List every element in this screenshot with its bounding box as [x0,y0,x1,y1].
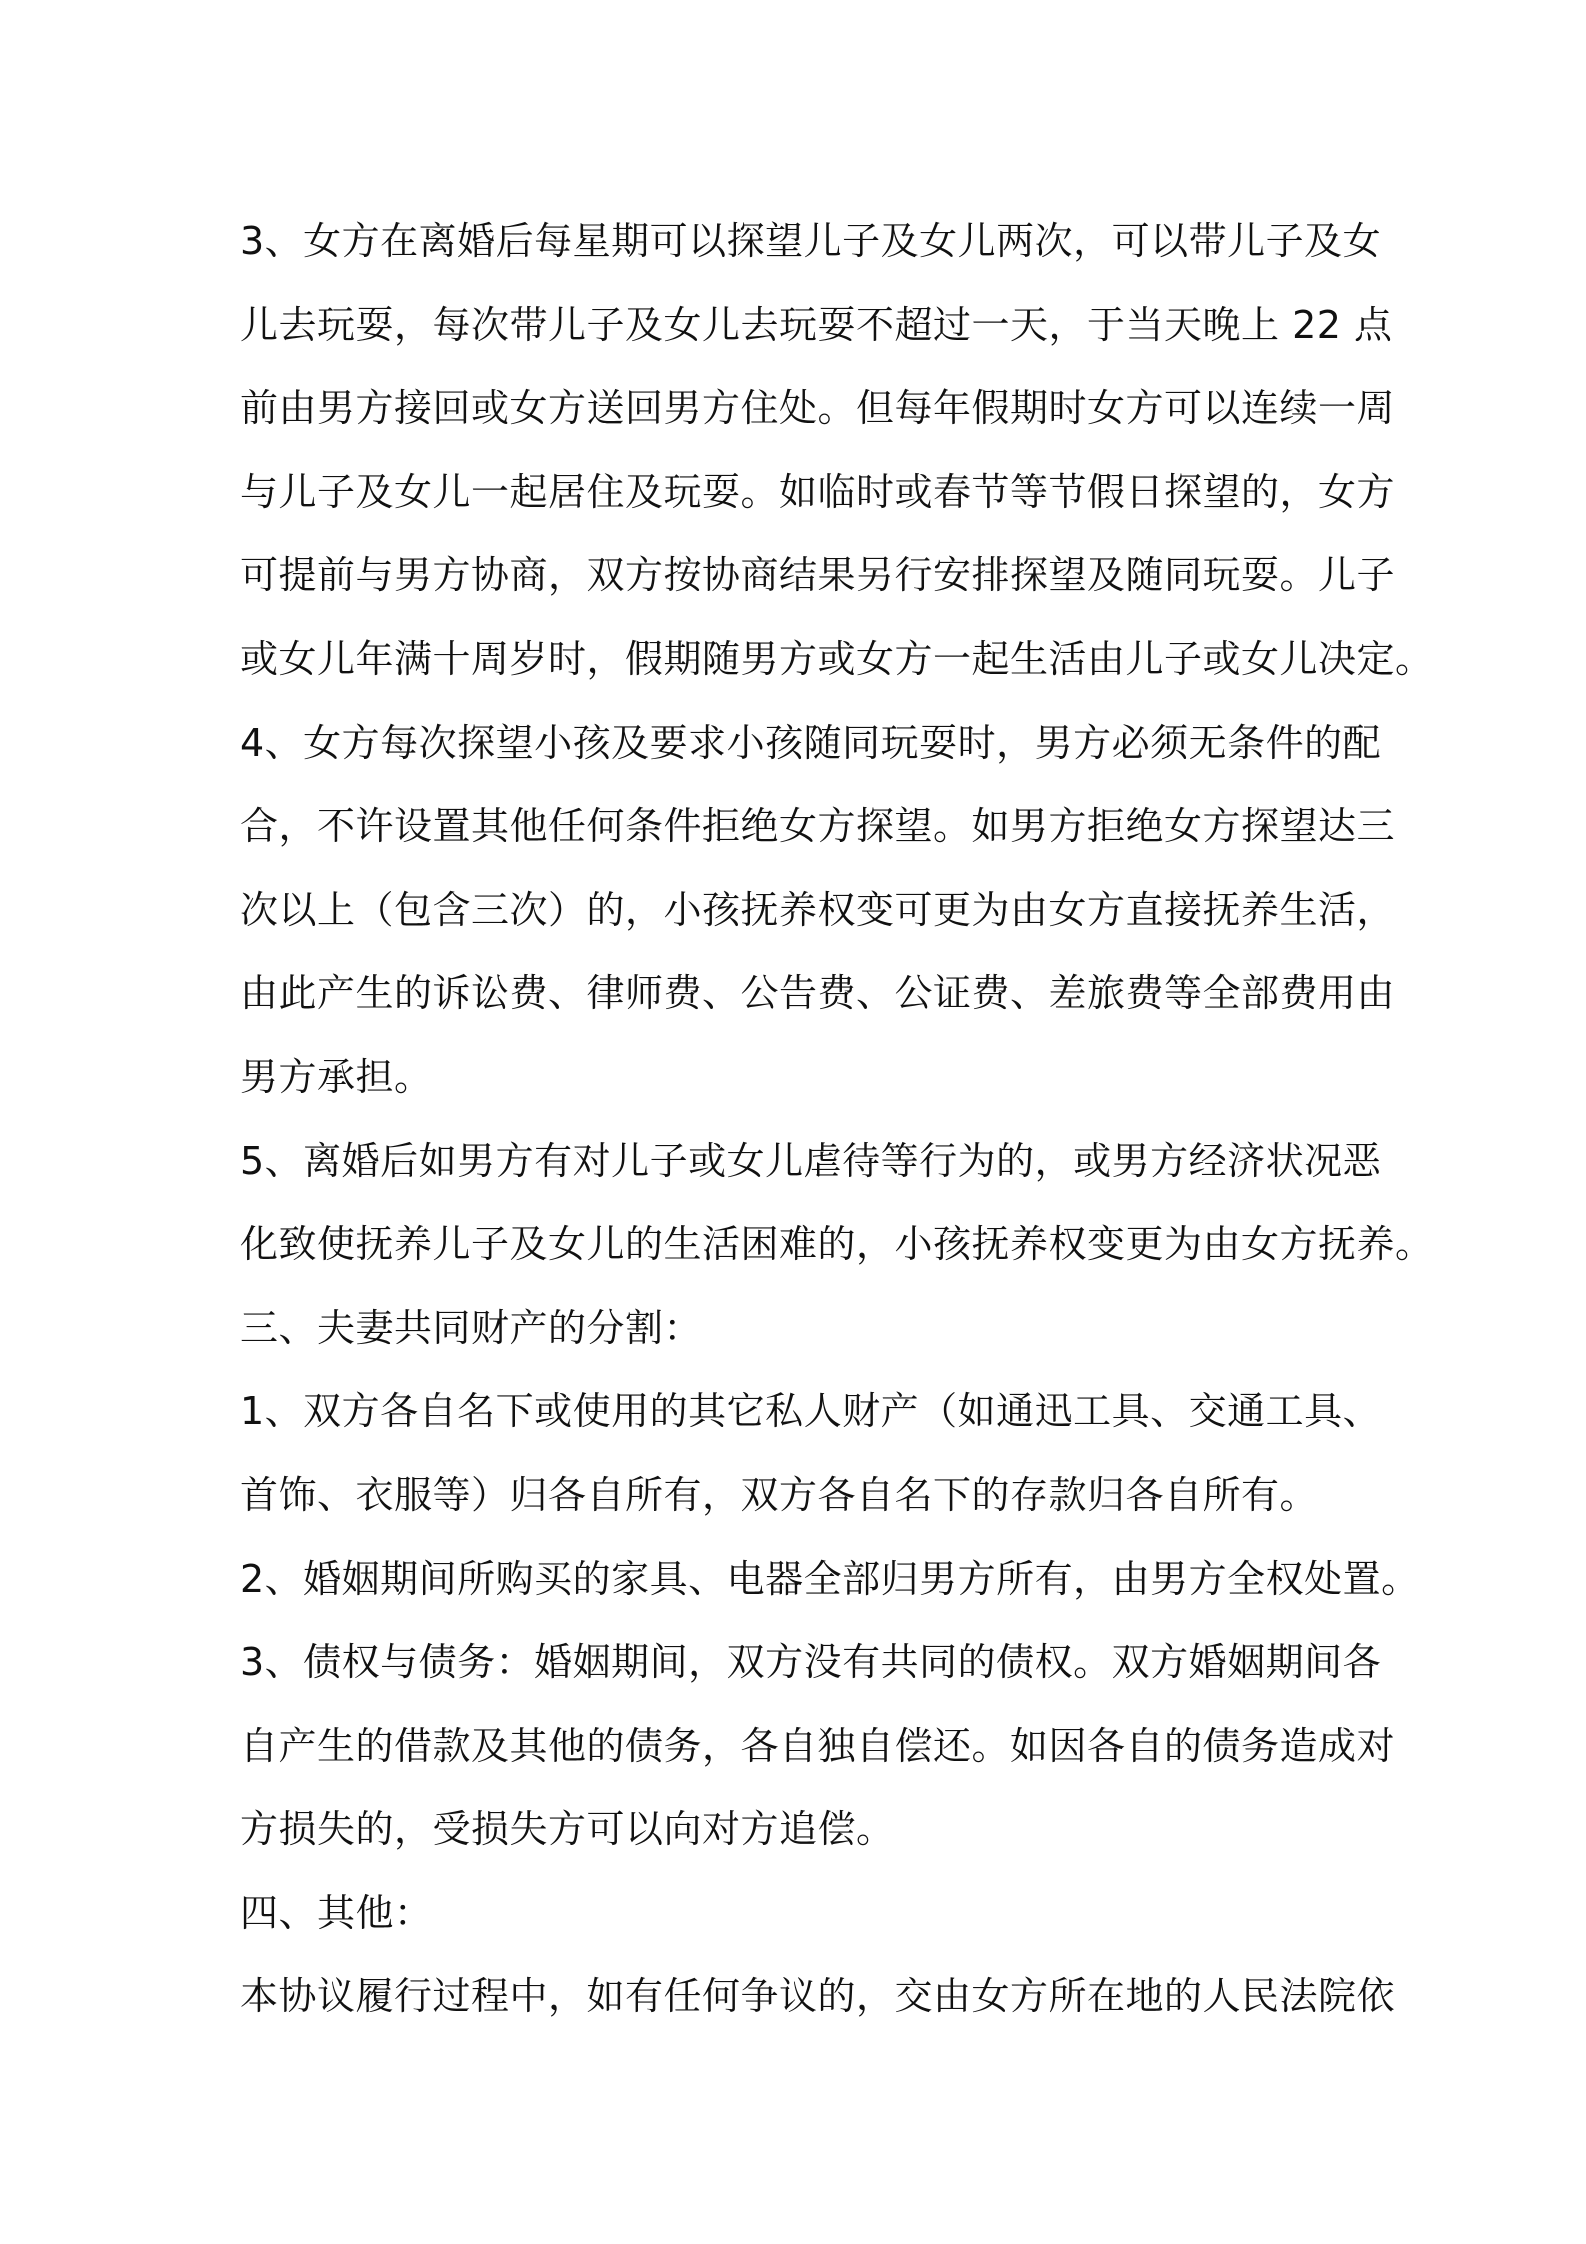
text-line: 4、女方每次探望小孩及要求小孩随同玩耍时，男方必须无条件的配 [240,720,1382,765]
text-line: 可提前与男方协商，双方按协商结果另行安排探望及随同玩耍。儿子 [240,553,1396,598]
section-heading: 三、夫妻共同财产的分割： [240,1305,703,1350]
section-heading: 四、其他： [240,1890,433,1935]
text-line: 3、债权与债务：婚姻期间，双方没有共同的债权。双方婚姻期间各 [240,1640,1382,1685]
text-line: 1、双方各自名下或使用的其它私人财产（如通迅工具、交通工具、 [240,1389,1382,1434]
text-line: 5、离婚后如男方有对儿子或女儿虐待等行为的，或男方经济状况恶 [240,1138,1382,1183]
text-line: 合，不许设置其他任何条件拒绝女方探望。如男方拒绝女方探望达三 [240,804,1396,849]
text-line: 2、婚姻期间所购买的家具、电器全部归男方所有，由男方全权处置。 [240,1556,1420,1601]
text-line: 与儿子及女儿一起居住及玩耍。如临时或春节等节假日探望的，女方 [240,469,1396,514]
text-line: 首饰、衣服等）归各自所有，双方各自名下的存款归各自所有。 [240,1472,1319,1517]
text-line: 由此产生的诉讼费、律师费、公告费、公证费、差旅费等全部费用由 [240,971,1396,1016]
text-line: 方损失的，受损失方可以向对方追偿。 [240,1807,895,1852]
text-line: 化致使抚养儿子及女儿的生活困难的，小孩抚养权变更为由女方抚养。 [240,1222,1434,1267]
text-line: 前由男方接回或女方送回男方住处。但每年假期时女方可以连续一周 [240,386,1396,431]
text-line: 儿去玩耍，每次带儿子及女儿去玩耍不超过一天，于当天晚上 22 点 [240,302,1393,347]
document-body [240,200,1434,2039]
text-line: 自产生的借款及其他的债务，各自独自偿还。如因各自的债务造成对 [240,1723,1396,1768]
text-line: 本协议履行过程中，如有任何争议的，交由女方所在地的人民法院依 [240,1974,1396,2019]
text-line: 或女儿年满十周岁时，假期随男方或女方一起生活由儿子或女儿决定。 [240,636,1434,681]
text-line: 3、女方在离婚后每星期可以探望儿子及女儿两次，可以带儿子及女 [240,219,1382,263]
text-line: 男方承担。 [240,1054,433,1099]
text-line: 次以上（包含三次）的，小孩抚养权变可更为由女方直接抚养生活， [240,887,1396,932]
